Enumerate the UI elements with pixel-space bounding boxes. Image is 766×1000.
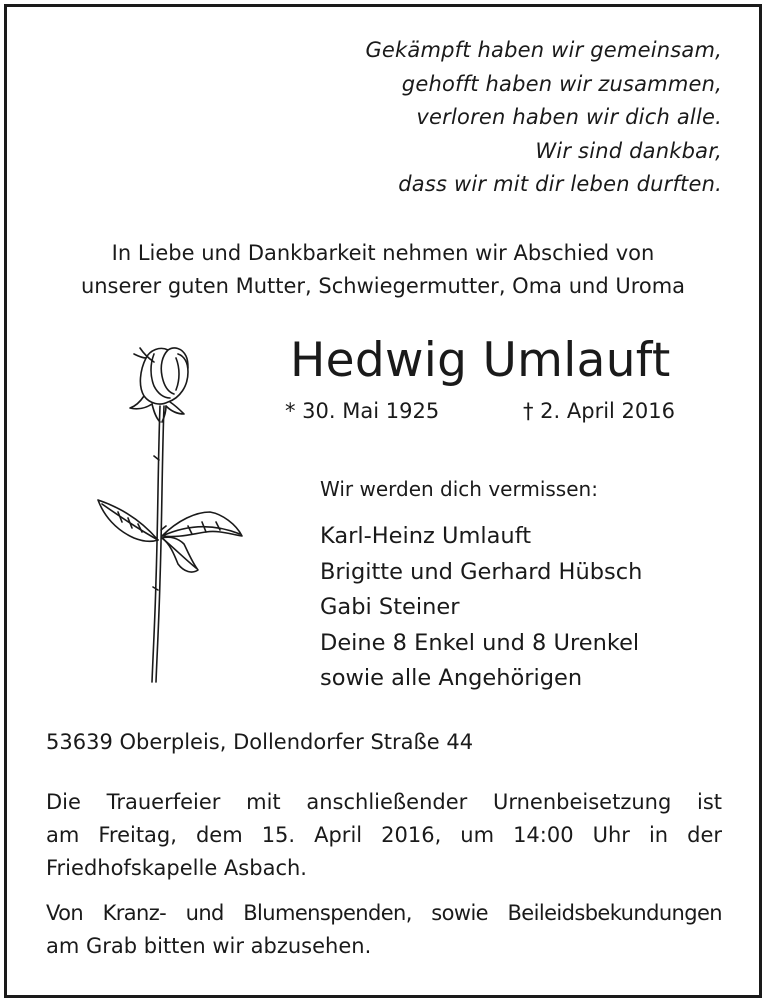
mourner-name: Karl-Heinz Umlauft [320,523,532,549]
poem-line: verloren haben wir dich alle. [416,105,722,129]
mourner-name: Brigitte und Gerhard Hübsch [320,558,643,585]
flowers-line: am Grab bitten wir abzusehen. [46,934,372,958]
death-date: † 2. April 2016 [523,399,676,423]
poem-line: Wir sind dankbar, [535,138,722,163]
ceremony-line: Die Trauerfeier mit anschließender Urnenbeisetzung ist [46,790,722,814]
poem [365,34,722,202]
flowers-notice [46,897,722,963]
ceremony-line: am Freitag, dem 15. April 2016, um 14:00 Uhr in der [46,823,722,847]
mourner-name: Deine 8 Enkel und 8 Urenkel [320,629,640,656]
intro-line: In Liebe und Dankbarkeit nehmen wir Abschied von [111,241,655,265]
mourner-name: sowie alle Angehörigen [320,665,583,691]
address: 53639 Oberpleis, Dollendorfer Straße 44 [46,730,474,754]
birth-date: * 30. Mai 1925 [285,399,440,423]
rose-illustration-icon [88,340,248,690]
mourner-name: Gabi Steiner [320,594,460,620]
ceremony-notice [46,786,722,885]
mourners-heading: Wir werden dich vermissen: [320,477,598,501]
farewell-intro [0,237,766,303]
intro-line: unserer guten Mutter, Schwiegermutter, Oma und Uroma [80,274,686,298]
mourners-list [320,519,642,697]
poem-line: Gekämpft haben wir gemeinsam, [365,38,722,62]
poem-line: dass wir mit dir leben durften. [398,172,722,196]
flowers-line: Von Kranz- und Blumenspenden, sowie Beileidsbekundungen [46,901,722,925]
deceased-name: Hedwig Umlauft [290,333,671,388]
ceremony-line: Friedhofskapelle Asbach. [46,856,307,880]
poem-line: gehofft haben wir zusammen, [401,71,722,96]
